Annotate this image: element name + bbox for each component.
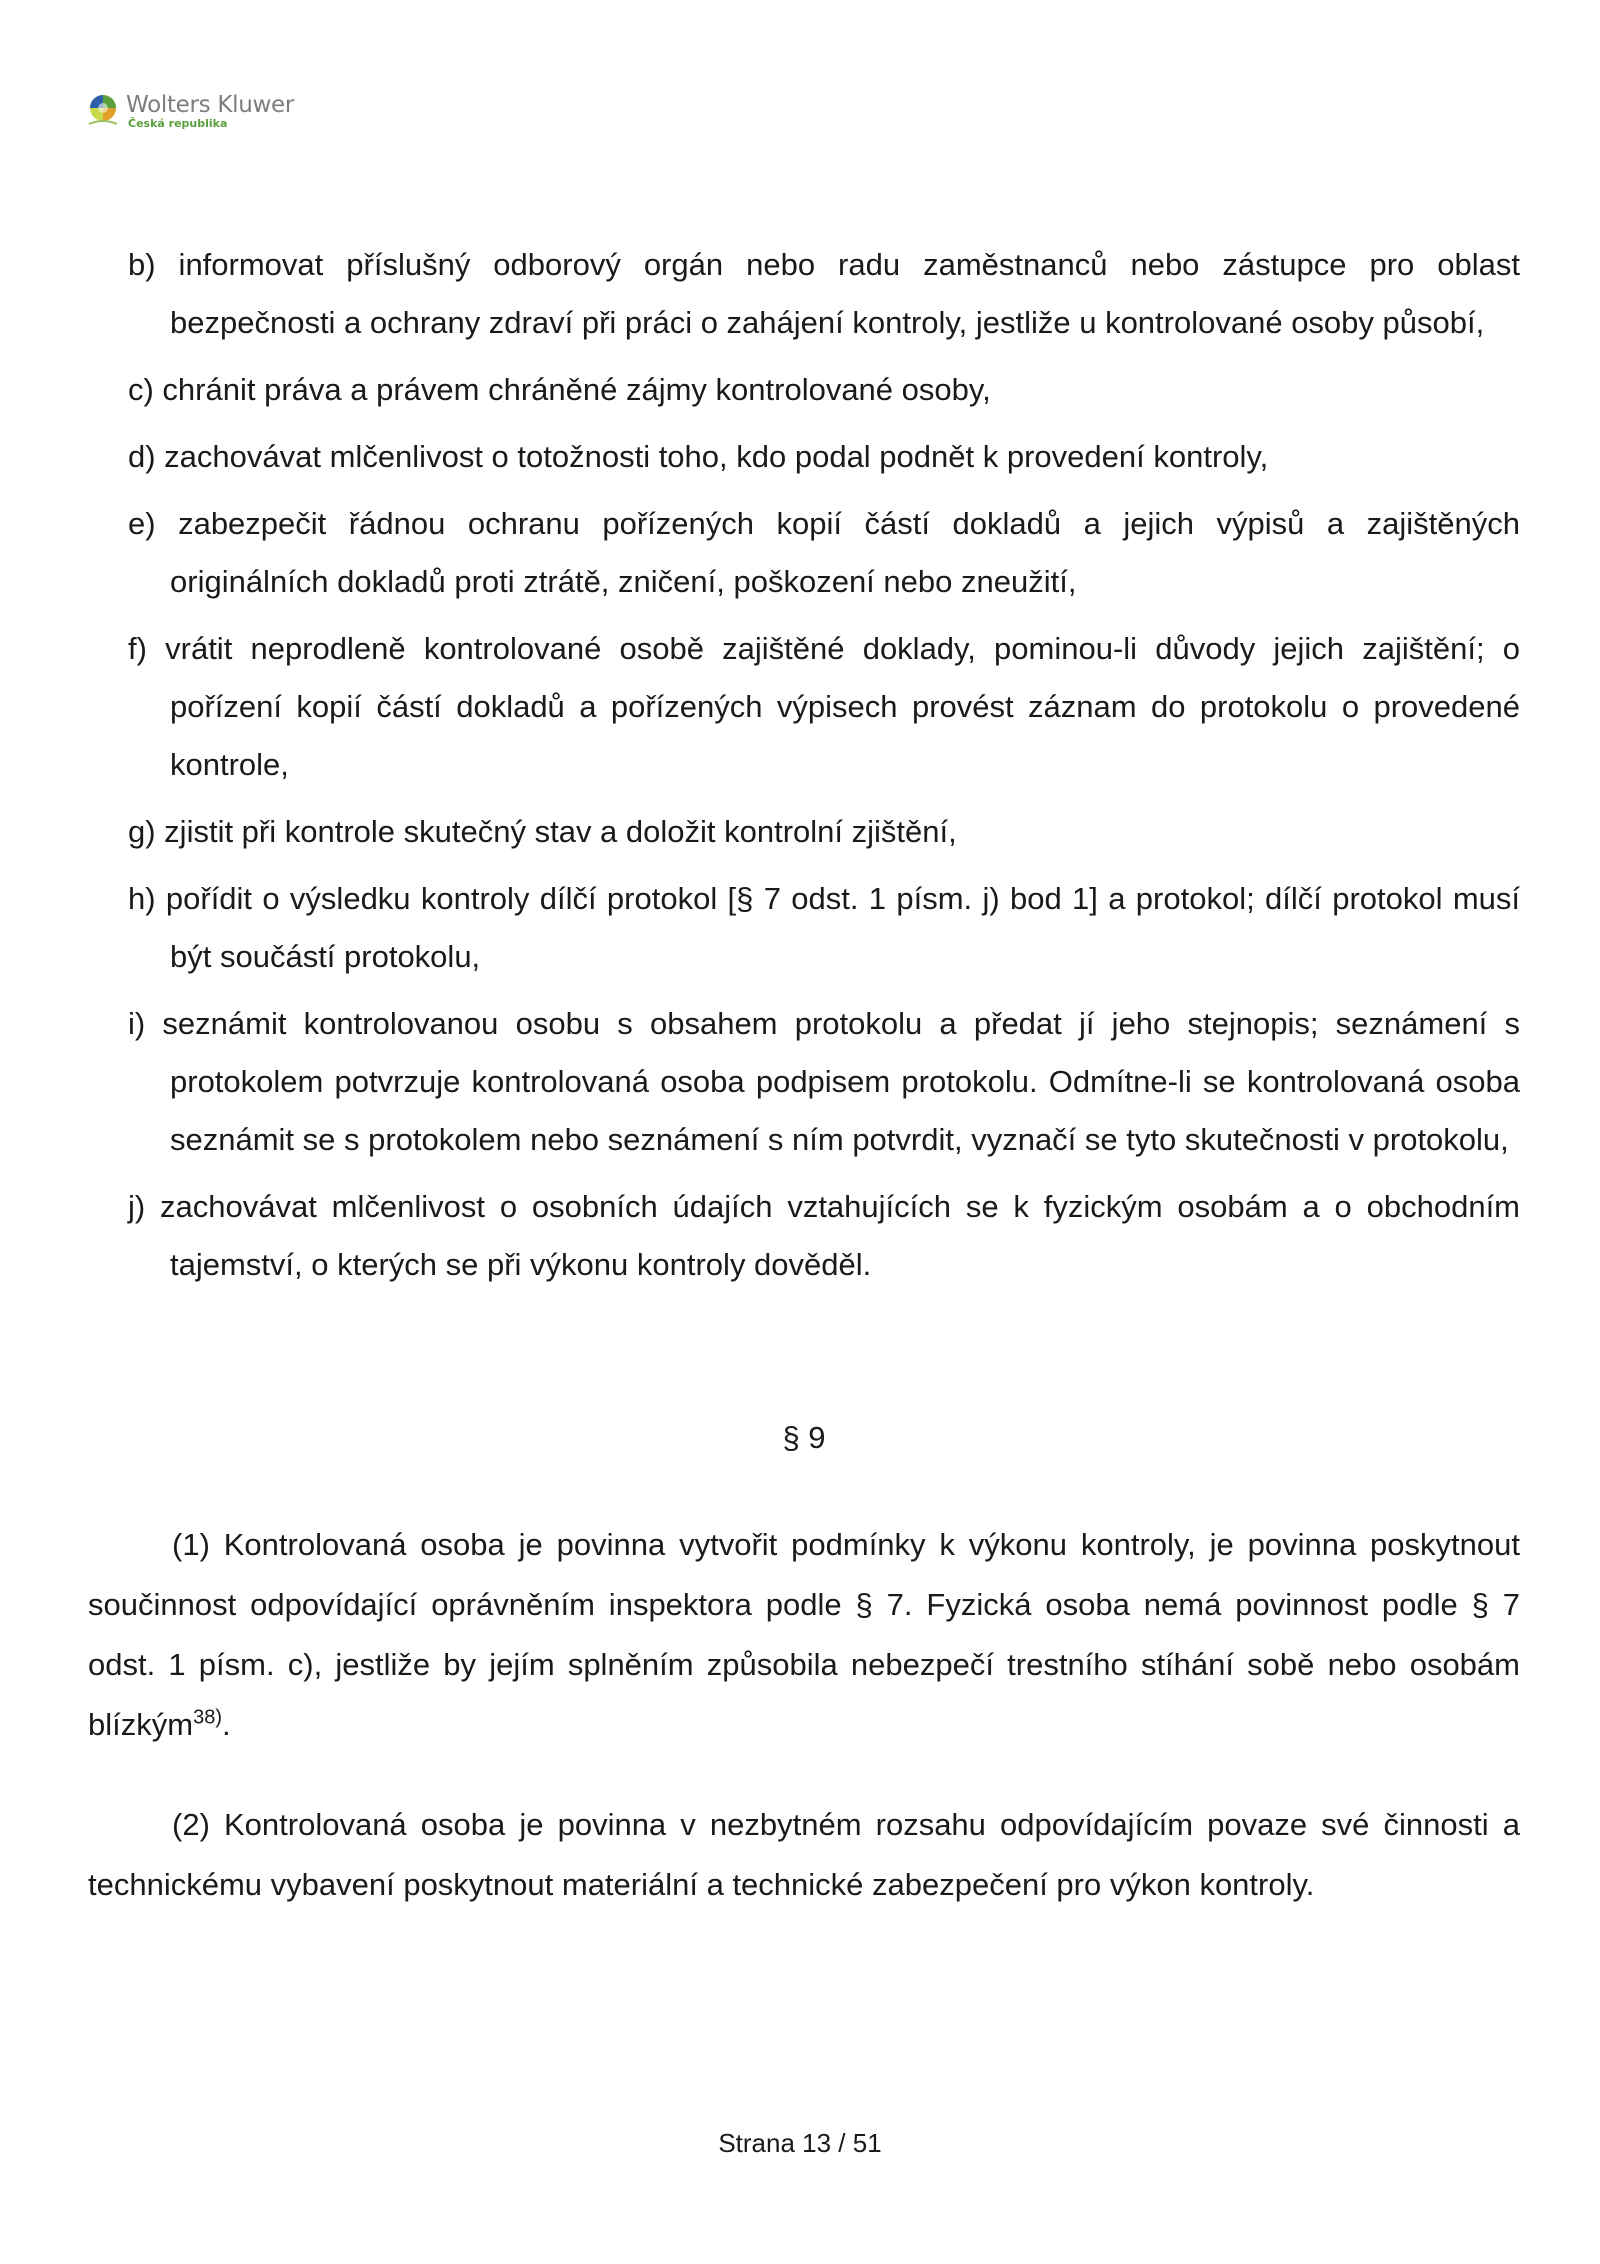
logo-subtitle: Česká republika [128,117,228,130]
section-heading: § 9 [782,1420,826,1455]
document-body [88,236,1520,1955]
page-number: Strana 13 / 51 [718,2128,882,2158]
list-item-i: i) seznámit kontrolovanou osobu s obsahem protokolu a předat jí jeho stejnopis; seznámení s protokolem potvrzuje kontrolovaná osoba podpisem protokolu. Odmítne-li se kontrolovaná osoba seznámit se s protokolem nebo seznámení s ním potvrdit, vyznačí se tyto skutečnosti v protokolu, [128,1006,1520,1157]
list-item-d: d) zachovávat mlčenlivost o totožnosti toho, kdo podal podnět k provedení kontroly, [128,439,1269,474]
paragraph-1-end: . [221,1707,231,1742]
list-item-b: b) informovat příslušný odborový orgán nebo radu zaměstnanců nebo zástupce pro oblast bezpečnosti a ochrany zdraví při práci o zahájení kontroly, jestliže u kontrolované osoby působí, [128,247,1520,340]
wolters-kluwer-logo [86,92,294,138]
list-item-h: h) pořídit o výsledku kontroly dílčí protokol [§ 7 odst. 1 písm. j) bod 1] a protokol; dílčí protokol musí být součástí protokolu, [128,881,1520,974]
section-paragraph-1 [88,1515,1520,1755]
list-item-c: c) chránit práva a právem chráněné zájmy kontrolované osoby, [128,372,991,407]
paragraph-1-text: (1) Kontrolovaná osoba je povinna vytvořit podmínky k výkonu kontroly, je povinna poskytnout součinnost odpovídající oprávněním inspektora podle § 7. Fyzická osoba nemá povinnost podle § 7 odst. 1 písm. c), jestliže by jejím splněním způsobila nebezpečí trestního stíhání sobě nebo osobám blízkým [88,1527,1520,1742]
section-paragraph-2: (2) Kontrolovaná osoba je povinna v nezbytném rozsahu odpovídajícím povaze své činnosti a technickému vybavení poskytnout materiální a technické zabezpečení pro výkon kontroly. [88,1807,1520,1902]
list-item-j: j) zachovávat mlčenlivost o osobních údajích vztahujících se k fyzickým osobám a o obchodním tajemství, o kterých se při výkonu kontroly dověděl. [128,1189,1520,1282]
logo-name: Wolters Kluwer [126,92,295,118]
list-item-g: g) zjistit při kontrole skutečný stav a doložit kontrolní zjištění, [128,814,957,849]
obligations-list [88,236,1520,1294]
wolters-kluwer-logo-icon [86,94,120,128]
list-item-f: f) vrátit neprodleně kontrolované osobě zajištěné doklady, pominou-li důvody jejich zajištění; o pořízení kopií částí dokladů a pořízených výpisech provést záznam do protokolu o provedené kontrole, [128,631,1520,782]
list-item-e: e) zabezpečit řádnou ochranu pořízených kopií částí dokladů a jejich výpisů a zajištěných originálních dokladů proti ztrátě, zničení, poškození nebo zneužití, [128,506,1520,599]
footnote-reference[interactable]: 38) [193,1706,222,1729]
